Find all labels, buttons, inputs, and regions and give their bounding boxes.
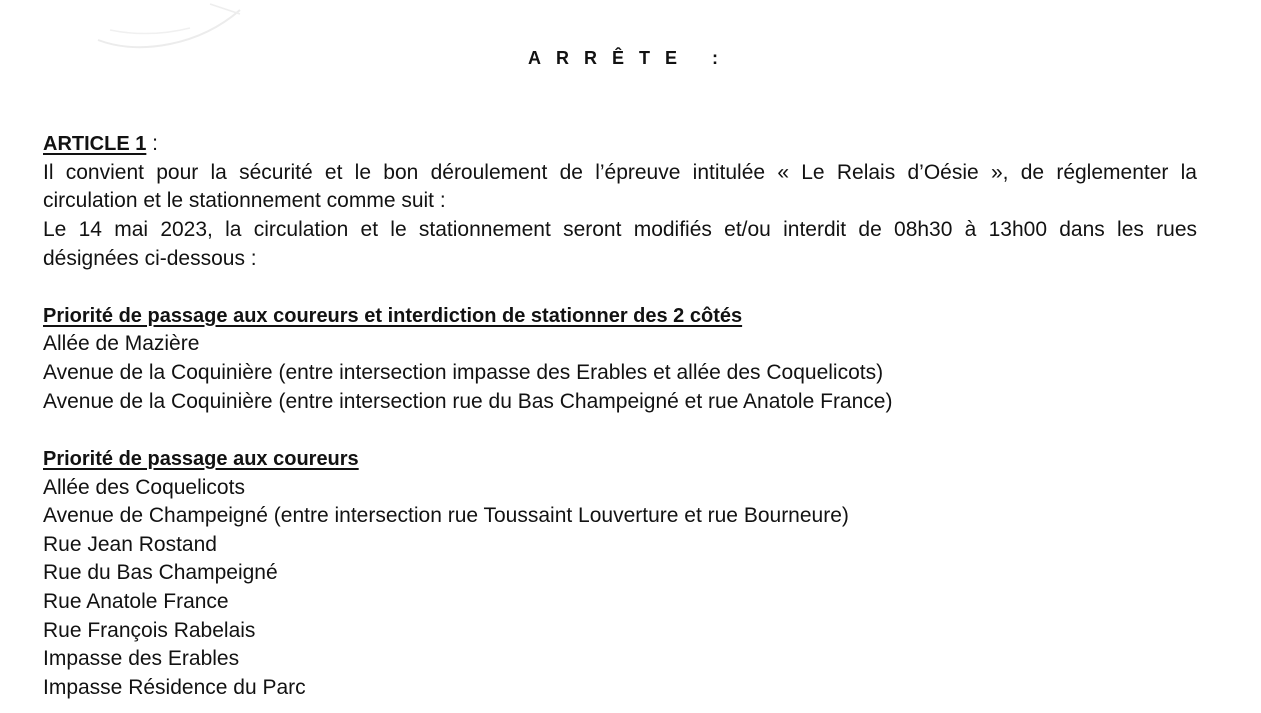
street-list-item: Rue Jean Rostand [43, 532, 217, 556]
street-list-item: Allée des Coquelicots [43, 475, 245, 499]
blank-line-spacer [43, 416, 1197, 445]
street-list-item: Rue du Bas Champeigné [43, 561, 278, 585]
street-list-item: Allée de Mazière [43, 332, 200, 356]
section-heading-text: Priorité de passage aux coureurs et interdiction de stationner des 2 côtés [43, 304, 743, 327]
paragraph-line: Le 14 mai 2023, la circulation et le stationnement seront modifiés et/ou interdit de 08h30 à 13h00 dans les rues [43, 217, 1197, 241]
article-label: ARTICLE 1 [43, 133, 147, 155]
section-heading-text: Priorité de passage aux coureurs [43, 447, 359, 470]
paragraph-line: circulation et le stationnement comme suit : [43, 189, 446, 213]
paragraph-line: désignées ci-dessous : [43, 246, 257, 270]
street-list-item: Rue Anatole France [43, 590, 229, 613]
street-list-item: Rue François Rabelais [43, 618, 256, 642]
blank-line-spacer [43, 273, 1197, 302]
article-label-suffix: : [146, 132, 159, 155]
street-list-item: Impasse Résidence du Parc [43, 675, 306, 699]
street-list-item: Avenue de la Coquinière (entre intersection rue du Bas Champeigné et rue Anatole France) [43, 389, 893, 413]
article-heading [43, 130, 1197, 159]
paragraph-line: Il convient pour la sécurité et le bon déroulement de l’épreuve intitulée « Le Relais d’Oésie », de réglementer la [43, 160, 1197, 184]
street-list-item: Avenue de Champeigné (entre intersection rue Toussaint Louverture et rue Bourneure) [43, 504, 849, 528]
decree-title: ARRÊTE : [528, 48, 733, 68]
street-list-item: Impasse des Erables [43, 647, 240, 671]
section-heading [43, 445, 1197, 474]
street-list-item: Avenue de la Coquinière (entre intersection impasse des Erables et allée des Coquelicots) [43, 361, 884, 384]
section-heading [43, 302, 1197, 331]
document-body [43, 130, 1197, 703]
